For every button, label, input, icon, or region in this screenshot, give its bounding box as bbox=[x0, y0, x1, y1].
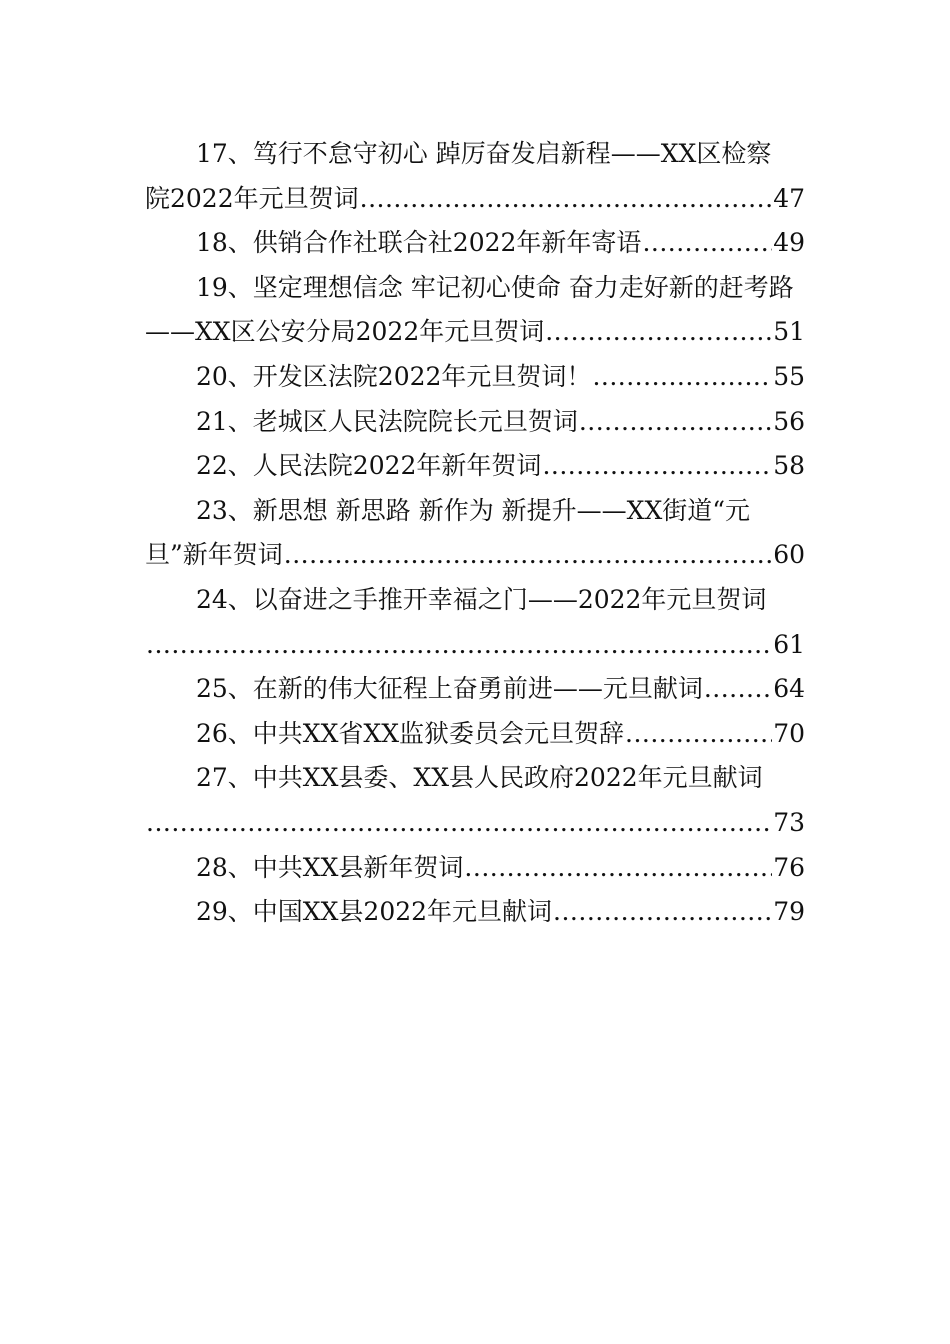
toc-entry-title: 25、在新的伟大征程上奋勇前进——元旦献词 bbox=[196, 674, 703, 704]
toc-entry-28[interactable] bbox=[145, 846, 805, 891]
dot-leader bbox=[542, 444, 772, 489]
toc-page-number: 49 bbox=[773, 228, 805, 258]
toc-page-number: 79 bbox=[773, 897, 805, 927]
toc-page-number: 60 bbox=[773, 540, 805, 570]
toc-entry-26[interactable] bbox=[145, 712, 805, 757]
toc-entry-title: 21、老城区人民法院院长元旦贺词 bbox=[196, 406, 578, 436]
dot-leader bbox=[592, 355, 772, 400]
dot-leader bbox=[464, 846, 772, 891]
dot-leader bbox=[579, 400, 772, 445]
toc-entry-title: 29、中国XX县2022年元旦献词 bbox=[196, 897, 553, 927]
dot-leader bbox=[284, 533, 772, 578]
toc-entry-19-line2[interactable] bbox=[145, 310, 805, 355]
toc-page-number: 70 bbox=[773, 718, 805, 748]
table-of-contents bbox=[145, 132, 805, 935]
dot-leader bbox=[553, 890, 772, 935]
toc-entry-title-cont: 旦”新年贺词 bbox=[145, 540, 283, 570]
toc-entry-title: 17、笃行不怠守初心 踔厉奋发启新程——XX区检察 bbox=[196, 139, 772, 168]
toc-page-number: 61 bbox=[773, 629, 805, 659]
toc-entry-17-line1[interactable] bbox=[145, 132, 805, 177]
dot-leader bbox=[360, 177, 773, 222]
toc-entry-title: 27、中共XX县委、XX县人民政府2022年元旦献词 bbox=[196, 763, 763, 793]
toc-entry-title: 18、供销合作社联合社2022年新年寄语 bbox=[196, 228, 642, 258]
toc-entry-title: 28、中共XX县新年贺词 bbox=[196, 852, 464, 882]
toc-page-number: 64 bbox=[773, 674, 805, 704]
toc-entry-27-line2[interactable] bbox=[145, 801, 805, 846]
toc-entry-29[interactable] bbox=[145, 890, 805, 935]
toc-entry-title: 19、坚定理想信念 牢记初心使命 奋力走好新的赶考路 bbox=[196, 272, 794, 302]
toc-entry-title: 22、人民法院2022年新年贺词 bbox=[196, 451, 542, 481]
dot-leader bbox=[146, 801, 772, 846]
toc-page-number: 58 bbox=[773, 451, 805, 481]
dot-leader bbox=[642, 221, 772, 266]
toc-entry-23-line1[interactable] bbox=[145, 489, 805, 534]
toc-entry-18[interactable] bbox=[145, 221, 805, 266]
toc-entry-22[interactable] bbox=[145, 444, 805, 489]
toc-entry-25[interactable] bbox=[145, 667, 805, 712]
toc-entry-24-line1[interactable] bbox=[145, 578, 805, 623]
toc-entry-title-cont: ——XX区公安分局2022年元旦贺词 bbox=[145, 317, 545, 347]
toc-page-number: 56 bbox=[773, 406, 805, 436]
toc-page-number: 47 bbox=[773, 183, 805, 213]
toc-page-number: 51 bbox=[773, 317, 805, 347]
toc-entry-title: 26、中共XX省XX监狱委员会元旦贺辞 bbox=[196, 718, 625, 748]
dot-leader bbox=[545, 310, 772, 355]
toc-page-number: 76 bbox=[773, 852, 805, 882]
toc-entry-27-line1[interactable] bbox=[145, 756, 805, 801]
toc-entry-17-line2[interactable] bbox=[145, 177, 805, 222]
toc-entry-20[interactable] bbox=[145, 355, 805, 400]
toc-entry-title: 20、开发区法院2022年元旦贺词！ bbox=[196, 361, 592, 391]
toc-page-number: 73 bbox=[773, 807, 805, 837]
dot-leader bbox=[704, 667, 772, 712]
toc-entry-24-line2[interactable] bbox=[145, 623, 805, 668]
toc-entry-title-cont: 院2022年元旦贺词 bbox=[145, 183, 359, 213]
toc-entry-23-line2[interactable] bbox=[145, 533, 805, 578]
toc-entry-title: 23、新思想 新思路 新作为 新提升——XX街道“元 bbox=[196, 495, 751, 525]
toc-entry-19-line1[interactable] bbox=[145, 266, 805, 311]
toc-page-number: 55 bbox=[773, 361, 805, 391]
dot-leader bbox=[625, 712, 772, 757]
toc-entry-title: 24、以奋进之手推开幸福之门——2022年元旦贺词 bbox=[196, 584, 767, 614]
toc-entry-21[interactable] bbox=[145, 400, 805, 445]
dot-leader bbox=[146, 623, 772, 668]
